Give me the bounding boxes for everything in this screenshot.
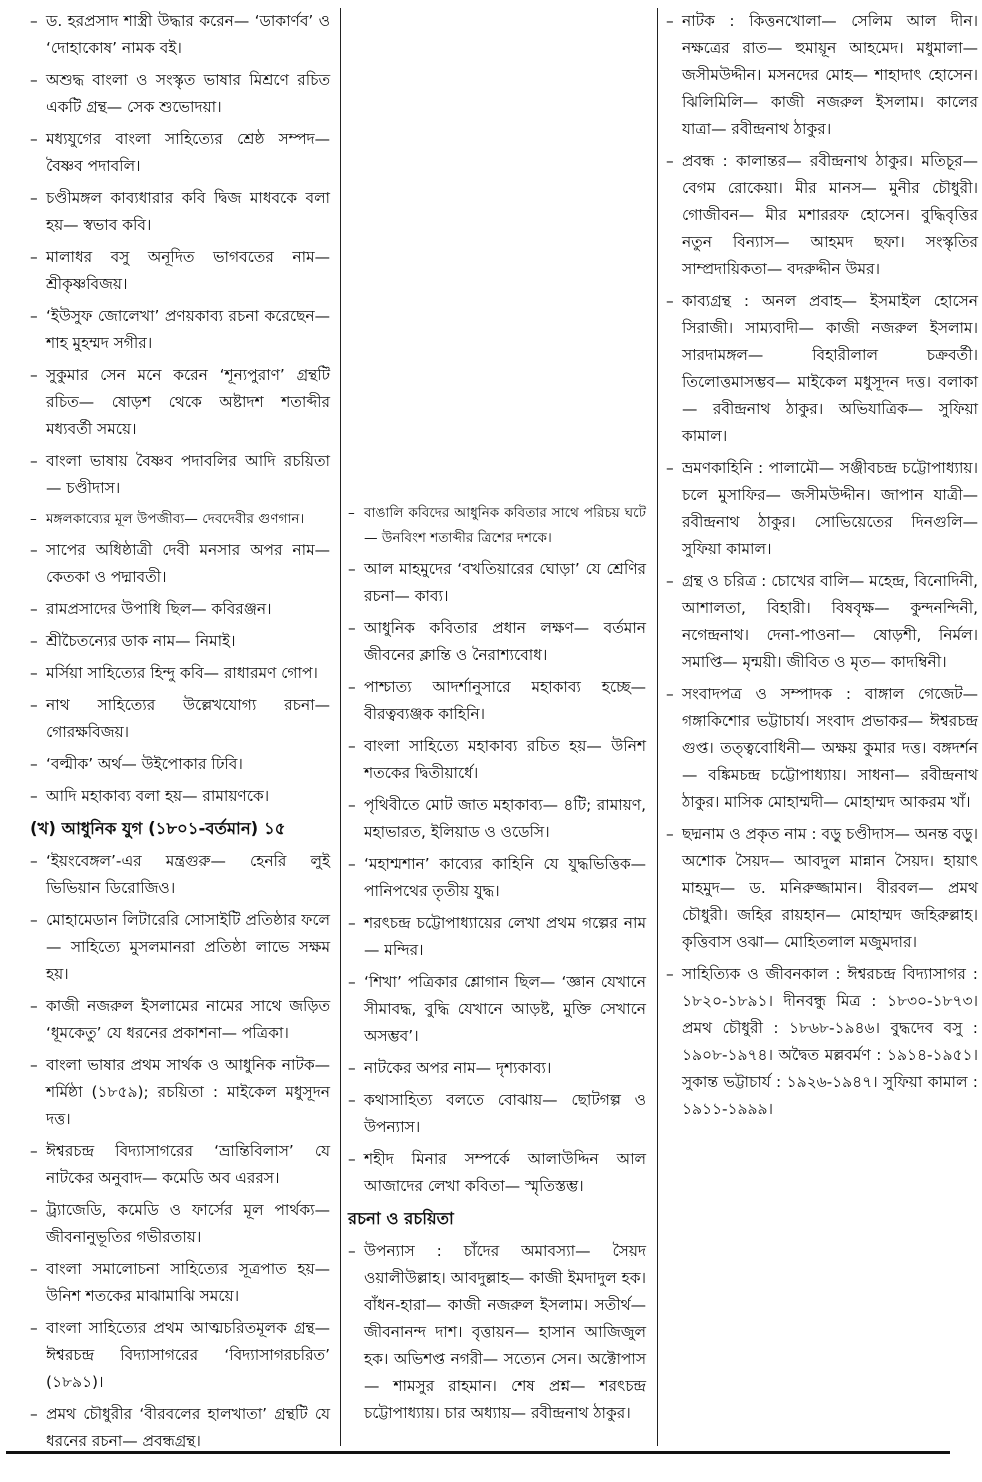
list-item <box>666 8 978 143</box>
list-item <box>348 556 646 610</box>
list-item <box>666 568 978 676</box>
dash-bullet: – <box>348 737 356 755</box>
item-text: ভ্রমণকাহিনি : পালামৌ— সঞ্জীবচন্দ্র চট্টোপাধ্যায়। চলে মুসাফির— জসীমউদ্দীন। জাপান যাত্রী— রবীন্দ্রনাথ ঠাকুর। সোভিয়েতের দিনগুলি— সুফিয়া কামাল। <box>682 459 978 558</box>
item-text: সংবাদপত্র ও সম্পাদক : বাঙ্গাল গেজেট— গঙ্গাকিশোর ভট্টাচার্য। সংবাদ প্রভাকর— ঈশ্বরচন্দ্র গুপ্ত। তত্ত্ববোধিনী— অক্ষয় কুমার দত্ত। বঙ্গদর্শন— বঙ্কিমচন্দ্র চট্টোপাধ্যায়। সাধনা— রবীন্দ্রনাথ ঠাকুর। মাসিক মোহাম্মদী— মোহাম্মদ আকরম খাঁ। <box>682 685 978 811</box>
list-item <box>30 185 330 239</box>
blank-space <box>348 8 646 501</box>
dash-bullet: – <box>30 632 38 650</box>
dash-bullet: – <box>30 1260 38 1278</box>
dash-bullet: – <box>666 459 674 477</box>
item-text: ‘ইউসুফ জোলেখা’ প্রণয়কাব্য রচনা করেছেন— শাহ মুহম্মদ সগীর। <box>46 307 330 352</box>
dash-bullet: – <box>348 1242 356 1260</box>
list-item <box>348 910 646 964</box>
dash-bullet: – <box>30 189 38 207</box>
item-text: শ্রীচৈতন্যের ডাক নাম— নিমাই। <box>46 632 236 650</box>
list-item <box>30 1052 330 1133</box>
dash-bullet: – <box>348 796 356 814</box>
page <box>30 8 978 1448</box>
dash-bullet: – <box>30 307 38 325</box>
list-item <box>30 1256 330 1310</box>
dash-bullet: – <box>30 1319 38 1337</box>
list-item <box>348 969 646 1050</box>
dash-bullet: – <box>30 787 38 805</box>
dash-bullet: – <box>348 1150 356 1168</box>
item-text: বাংলা সাহিত্যে মহাকাব্য রচিত হয়— উনিশ শতকের দ্বিতীয়ার্ধে। <box>364 737 646 782</box>
list-item <box>30 67 330 121</box>
dash-bullet: – <box>30 852 38 870</box>
section-heading: রচনা ও রচয়িতা <box>348 1209 454 1228</box>
dash-bullet: – <box>348 505 355 521</box>
column-3 <box>666 8 978 1128</box>
list-item <box>30 628 330 655</box>
list-item <box>30 1138 330 1192</box>
dash-bullet: – <box>30 130 38 148</box>
list-item <box>30 537 330 591</box>
dash-bullet: – <box>30 366 38 384</box>
list-item <box>30 244 330 298</box>
dash-bullet: – <box>666 685 674 703</box>
item-text: নাটক : কিত্তনখোলা— সেলিম আল দীন। নক্ষত্রের রাত— হুমায়ূন আহমেদ। মধুমালা— জসীমউদ্দীন। মসনদের মোহ— শাহাদাৎ হোসেন। ঝিলিমিলি— কাজী নজরুল ইসলাম। কালের যাত্রা— রবীন্দ্রনাথ ঠাকুর। <box>682 12 978 138</box>
item-text: উপন্যাস : চাঁদের অমাবস্যা— সৈয়দ ওয়ালীউল্লাহ। আবদুল্লাহ— কাজী ইমদাদুল হক। বাঁধন-হারা— কাজী নজরুল ইসলাম। সতীর্থ— জীবনানন্দ দাশ। বৃত্তায়ন— হাসান আজিজুল হক। অভিশপ্ত নগরী— সত্যেন সেন। অক্টোপাস— শামসুর রাহমান। শেষ প্রশ্ন— শরৎচন্দ্র চট্টোপাধ্যায়। চার অধ্যায়— রবীন্দ্রনাথ ঠাকুর। <box>364 1242 646 1422</box>
item-text: গ্রন্থ ও চরিত্র : চোখের বালি— মহেন্দ্র, বিনোদিনী, আশালতা, বিহারী। বিষবৃক্ষ— কুন্দনন্দিনী, নগেন্দ্রনাথ। দেনা-পাওনা— ষোড়শী, নির্মল। সমাপ্তি— মৃন্ময়ী। জীবিত ও মৃত— কাদম্বিনী। <box>682 572 978 671</box>
item-text: মোহামেডান লিটারেরি সোসাইটি প্রতিষ্ঠার ফলে— সাহিত্যে মুসলমানরা প্রতিষ্ঠা লাভে সক্ষম হয়। <box>46 911 330 983</box>
list-item <box>30 448 330 502</box>
list-item <box>30 1197 330 1251</box>
item-text: ঈশ্বরচন্দ্র বিদ্যাসাগরের ‘ভ্রান্তিবিলাস’ যে নাটকের অনুবাদ— কমেডি অব এররস। <box>46 1142 330 1187</box>
dash-bullet: – <box>348 1091 356 1109</box>
item-text: সাপের অধিষ্ঠাত্রী দেবী মনসার অপর নাম— কেতকা ও পদ্মাবতী। <box>46 541 330 586</box>
item-text: বাংলা সাহিত্যের প্রথম আত্মচরিতমূলক গ্রন্থ— ঈশ্বরচন্দ্র বিদ্যাসাগরের ‘বিদ্যাসাগরচরিত’ (১৮৯১)। <box>46 1319 330 1391</box>
dash-bullet: – <box>666 12 674 30</box>
dash-bullet: – <box>348 914 356 932</box>
item-text: আদি মহাকাব্য বলা হয়— রামায়ণকে। <box>46 787 270 805</box>
dash-bullet: – <box>348 678 356 696</box>
list-item <box>30 1401 330 1455</box>
bottom-rule <box>6 1451 950 1454</box>
list-item <box>348 1087 646 1141</box>
list-item <box>30 993 330 1047</box>
item-text: পাশ্চাত্য আদর্শানুসারে মহাকাব্য হচ্ছে— বীরত্বব্যঞ্জক কাহিনি। <box>364 678 646 723</box>
dash-bullet: – <box>30 911 38 929</box>
item-text: ‘মহাশ্মশান’ কাব্যের কাহিনি যে যুদ্ধভিত্তিক— পানিপথের তৃতীয় যুদ্ধ। <box>364 855 646 900</box>
dash-bullet: – <box>30 600 38 618</box>
column-divider <box>657 8 658 1446</box>
list-item <box>30 848 330 902</box>
item-text: কাব্যগ্রন্থ : অনল প্রবাহ— ইসমাইল হোসেন সিরাজী। সাম্যবাদী— কাজী নজরুল ইসলাম। সারদামঙ্গল— বিহারীলাল চক্রবর্তী। তিলোত্তমাসম্ভব— মাইকেল মধুসূদন দত্ত। বলাকা— রবীন্দ্রনাথ ঠাকুর। অভিযাত্রিক— সুফিয়া কামাল। <box>682 292 978 445</box>
dash-bullet: – <box>666 965 674 983</box>
dash-bullet: – <box>30 511 37 527</box>
dash-bullet: – <box>30 997 38 1015</box>
list-item <box>348 501 646 551</box>
item-text: ট্র্যাজেডি, কমেডি ও ফার্সের মূল পার্থক্য— জীবনানুভূতির গভীরতায়। <box>46 1201 330 1246</box>
dash-bullet: – <box>30 1201 38 1219</box>
dash-bullet: – <box>666 292 674 310</box>
list-item <box>666 821 978 956</box>
list-item <box>348 674 646 728</box>
list-item <box>30 660 330 687</box>
item-text: মালাধর বসু অনূদিত ভাগবতের নাম— শ্রীকৃষ্ণবিজয়। <box>46 248 330 293</box>
item-text: বাংলা ভাষার প্রথম সার্থক ও আধুনিক নাটক— শর্মিষ্ঠা (১৮৫৯); রচয়িতা : মাইকেল মধুসূদন দত্ত। <box>46 1056 330 1128</box>
dash-bullet: – <box>30 1405 38 1423</box>
item-text: প্রবন্ধ : কালান্তর— রবীন্দ্রনাথ ঠাকুর। মতিচূর— বেগম রোকেয়া। মীর মানস— মুনীর চৌধুরী। গোজীবন— মীর মশাররফ হোসেন। বুদ্ধিবৃত্তির নতুন বিন্যাস— আহমদ ছফা। সংস্কৃতির সাম্প্রদায়িকতা— বদরুদ্দীন উমর। <box>682 152 978 278</box>
column-divider <box>340 8 341 1446</box>
dash-bullet: – <box>348 1059 356 1077</box>
dash-bullet: – <box>348 973 356 991</box>
dash-bullet: – <box>30 664 38 682</box>
dash-bullet: – <box>666 572 674 590</box>
column-2 <box>348 8 646 1432</box>
section-heading: (খ) আধুনিক যুগ (১৮০১-বর্তমান) ১৫ <box>30 819 286 838</box>
item-text: ড. হরপ্রসাদ শাস্ত্রী উদ্ধার করেন— ‘ডাকার্ণব’ ও ‘দোহাকোষ’ নামক বই। <box>46 12 330 57</box>
list-item <box>348 615 646 669</box>
list-item <box>666 288 978 450</box>
dash-bullet: – <box>348 560 356 578</box>
dash-bullet: – <box>30 1142 38 1160</box>
item-text: মঙ্গলকাব্যের মূল উপজীব্য— দেবদেবীর গুণগান। <box>46 511 305 527</box>
list-item <box>30 751 330 778</box>
list-item <box>348 1146 646 1200</box>
list-item <box>30 1315 330 1396</box>
item-text: নাটকের অপর নাম— দৃশ্যকাব্য। <box>364 1059 552 1077</box>
item-text: অশুদ্ধ বাংলা ও সংস্কৃত ভাষার মিশ্রণে রচিত একটি গ্রন্থ— সেক শুভোদয়া। <box>46 71 330 116</box>
item-text: কাজী নজরুল ইসলামের নামের সাথে জড়িত ‘ধূমকেতু’ যে ধরনের প্রকাশনা— পত্রিকা। <box>46 997 330 1042</box>
list-item <box>30 303 330 357</box>
dash-bullet: – <box>30 12 38 30</box>
list-item <box>666 961 978 1123</box>
dash-bullet: – <box>666 152 674 170</box>
item-text: আল মাহমুদের ‘বখতিয়ারের ঘোড়া’ যে শ্রেণির রচনা— কাব্য। <box>364 560 646 605</box>
item-text: মধ্যযুগের বাংলা সাহিত্যের শ্রেষ্ঠ সম্পদ— বৈষ্ণব পদাবলি। <box>46 130 330 175</box>
item-text: সাহিত্যিক ও জীবনকাল : ঈশ্বরচন্দ্র বিদ্যাসাগর : ১৮২০-১৮৯১। দীনবন্ধু মিত্র : ১৮৩০-১৮৭৩। প্রমথ চৌধুরী : ১৮৬৮-১৯৪৬। বুদ্ধদেব বসু : ১৯০৮-১৯৭৪। অদ্বৈত মল্লবর্মণ : ১৯১৪-১৯৫১। সুকান্ত ভট্টাচার্য : ১৯২৬-১৯৪৭। সুফিয়া কামাল : ১৯১১-১৯৯৯। <box>682 965 978 1118</box>
list-item <box>348 792 646 846</box>
dash-bullet: – <box>30 696 38 714</box>
dash-bullet: – <box>30 755 38 773</box>
list-item <box>666 681 978 816</box>
list-item <box>30 596 330 623</box>
list-item <box>348 733 646 787</box>
item-text: ‘বল্মীক’ অর্থ— উইপোকার ঢিবি। <box>46 755 243 773</box>
dash-bullet: – <box>30 452 38 470</box>
item-text: মর্সিয়া সাহিত্যের হিন্দু কবি— রাধারমণ গোপ। <box>46 664 318 682</box>
item-text: বাংলা ভাষায় বৈষ্ণব পদাবলির আদি রচয়িতা — চণ্ডীদাস। <box>46 452 330 497</box>
dash-bullet: – <box>30 1056 38 1074</box>
dash-bullet: – <box>30 71 38 89</box>
list-item <box>348 1055 646 1082</box>
item-text: পৃথিবীতে মোট জাত মহাকাব্য— ৪টি; রামায়ণ, মহাভারত, ইলিয়াড ও ওডেসি। <box>364 796 646 841</box>
list-item <box>666 148 978 283</box>
item-text: শরৎচন্দ্র চট্টোপাধ্যায়ের লেখা প্রথম গল্পের নাম— মন্দির। <box>364 914 646 959</box>
dash-bullet: – <box>666 825 674 843</box>
item-text: শহীদ মিনার সম্পর্কে আলাউদ্দিন আল আজাদের লেখা কবিতা— স্মৃতিস্তম্ভ। <box>364 1150 646 1195</box>
item-text: চণ্ডীমঙ্গল কাব্যধারার কবি দ্বিজ মাধবকে বলা হয়— স্বভাব কবি। <box>46 189 330 234</box>
item-text: কথাসাহিত্য বলতে বোঝায়— ছোটগল্প ও উপন্যাস। <box>364 1091 646 1136</box>
dash-bullet: – <box>30 248 38 266</box>
item-text: ছদ্মনাম ও প্রকৃত নাম : বড়ু চণ্ডীদাস— অনন্ত বড়ু। অশোক সৈয়দ— আবদুল মান্নান সৈয়দ। হায়াৎ মাহমুদ— ড. মনিরুজ্জামান। বীরবল— প্রমথ চৌধুরী। জহির রায়হান— মোহাম্মদ জহিরুল্লাহ। কৃত্তিবাস ওঝা— মোহিতলাল মজুমদার। <box>682 825 978 951</box>
item-text: বাংলা সমালোচনা সাহিত্যের সূত্রপাত হয়— উনিশ শতকের মাঝামাঝি সময়ে। <box>46 1260 330 1305</box>
list-item <box>666 455 978 563</box>
dash-bullet: – <box>30 541 38 559</box>
list-item <box>30 783 330 810</box>
list-item <box>30 507 330 532</box>
item-text: ‘শিখা’ পত্রিকার শ্লোগান ছিল— ‘জ্ঞান যেখানে সীমাবদ্ধ, বুদ্ধি যেখানে আড়ষ্ট, মুক্তি সেখানে অসম্ভব’। <box>364 973 646 1045</box>
list-item <box>30 126 330 180</box>
dash-bullet: – <box>348 619 356 637</box>
list-item <box>30 8 330 62</box>
item-text: সুকুমার সেন মনে করেন ‘শূন্যপুরাণ’ গ্রন্থটি রচিত— ষোড়শ থেকে অষ্টাদশ শতাব্দীর মধ্যবর্তী সময়ে। <box>46 366 330 438</box>
list-item <box>30 362 330 443</box>
item-text: আধুনিক কবিতার প্রধান লক্ষণ— বর্তমান জীবনের ক্লান্তি ও নৈরাশ্যবোধ। <box>364 619 646 664</box>
item-text: রামপ্রসাদের উপাধি ছিল— কবিরঞ্জন। <box>46 600 272 618</box>
column-1 <box>30 8 330 1460</box>
dash-bullet: – <box>348 855 356 873</box>
item-text: নাথ সাহিত্যের উল্লেখযোগ্য রচনা— গোরক্ষবিজয়। <box>46 696 330 741</box>
item-text: বাঙালি কবিদের আধুনিক কবিতার সাথে পরিচয় ঘটে— উনবিংশ শতাব্দীর ত্রিশের দশকে। <box>364 505 646 546</box>
item-text: ‘ইয়ংবেঙ্গল’-এর মন্ত্রগুরু— হেনরি লুই ভিভিয়ান ডিরোজিও। <box>46 852 330 897</box>
list-item <box>30 907 330 988</box>
list-item <box>348 1238 646 1427</box>
list-item <box>348 851 646 905</box>
item-text: প্রমথ চৌধুরীর ‘বীরবলের হালখাতা’ গ্রন্থটি যে ধরনের রচনা— প্রবন্ধগ্রন্থ। <box>46 1405 330 1450</box>
list-item <box>30 692 330 746</box>
